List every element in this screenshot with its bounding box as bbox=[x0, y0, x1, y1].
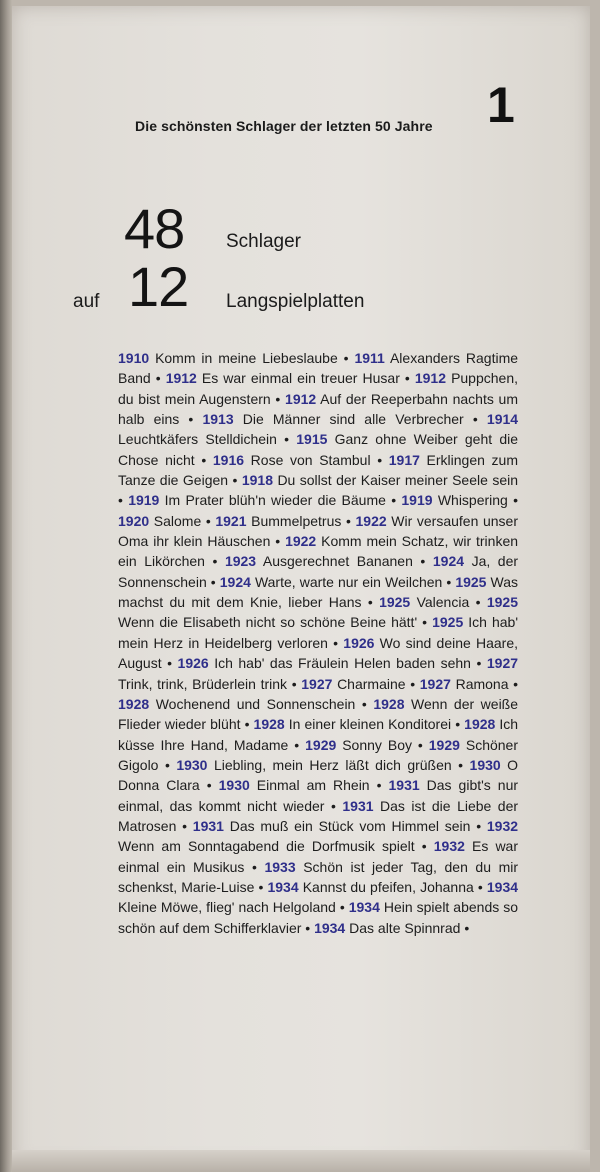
song-entry bbox=[220, 574, 456, 590]
song-title: Ja, der Sonnenschein bbox=[118, 553, 519, 590]
song-year: 1910 bbox=[118, 350, 150, 366]
song-title: Salome bbox=[153, 512, 202, 529]
song-year: 1934 bbox=[267, 878, 299, 895]
song-entry bbox=[178, 655, 487, 671]
song-year: 1930 bbox=[176, 756, 208, 773]
bullet-separator: • bbox=[291, 675, 297, 692]
song-year: 1926 bbox=[177, 655, 209, 672]
song-year: 1934 bbox=[486, 878, 519, 895]
song-title: Hein spielt abends so schön auf dem Schifferklavier bbox=[118, 899, 518, 936]
bullet-separator: • bbox=[446, 573, 452, 590]
song-title: Sonny Boy bbox=[342, 736, 412, 753]
song-year: 1913 bbox=[202, 411, 234, 428]
bullet-separator: • bbox=[118, 492, 123, 509]
song-year: 1927 bbox=[419, 675, 451, 692]
bullet-separator: • bbox=[232, 472, 238, 489]
song-entry bbox=[118, 696, 373, 712]
song-title: Wenn der weiße Flieder wieder blüht bbox=[118, 695, 519, 733]
song-title: Rose von Stambul bbox=[250, 451, 371, 468]
song-year: 1926 bbox=[343, 634, 375, 651]
bullet-separator: • bbox=[330, 797, 336, 814]
song-entry bbox=[219, 777, 389, 793]
song-year: 1916 bbox=[212, 451, 245, 468]
song-year: 1912 bbox=[414, 370, 447, 387]
song-title: Kannst du pfeifen, Johanna bbox=[302, 878, 474, 895]
song-entry bbox=[213, 452, 389, 468]
song-title: Im Prater blüh'n wieder die Bäume bbox=[164, 492, 386, 509]
bullet-separator: • bbox=[477, 878, 483, 895]
song-title: Komm in meine Liebeslaube bbox=[155, 350, 338, 366]
bullet-separator: • bbox=[210, 573, 216, 590]
song-entry bbox=[401, 492, 518, 508]
song-title: Einmal am Rhein bbox=[256, 777, 370, 794]
song-year: 1928 bbox=[464, 716, 496, 733]
song-title: Kleine Möwe, flieg' nach Helgoland bbox=[118, 899, 336, 916]
song-year: 1924 bbox=[219, 573, 251, 590]
bullet-separator: • bbox=[513, 675, 519, 692]
song-title: Was machst du mit dem Knie, lieber Hans bbox=[118, 573, 519, 611]
song-title: Wenn die Elisabeth nicht so schöne Beine hätt' bbox=[118, 614, 418, 631]
sleeve-bottom-edge bbox=[12, 1150, 590, 1172]
bullet-separator: • bbox=[422, 614, 428, 631]
bullet-separator: • bbox=[333, 634, 339, 651]
song-title: O Donna Clara bbox=[118, 756, 519, 794]
bullet-separator: • bbox=[155, 370, 161, 387]
song-year: 1914 bbox=[486, 411, 519, 428]
song-year: 1931 bbox=[192, 817, 224, 834]
bullet-separator: • bbox=[284, 431, 290, 448]
bullet-separator: • bbox=[275, 390, 281, 407]
song-title: Wenn am Sonntagabend die Dorfmusik spielt bbox=[118, 838, 415, 855]
song-title: Ganz ohne Weiber geht die Chose nicht bbox=[118, 431, 519, 468]
bullet-separator: • bbox=[361, 695, 367, 712]
song-title: Leuchtkäfers Stelldichein bbox=[118, 431, 277, 448]
song-entry bbox=[202, 411, 486, 427]
song-year: 1930 bbox=[469, 756, 501, 773]
bullet-separator: • bbox=[455, 716, 461, 733]
song-title: Ich hab' mein Herz in Heidelberg verloren bbox=[118, 614, 519, 651]
song-year: 1915 bbox=[296, 431, 328, 448]
song-entry bbox=[254, 716, 465, 732]
song-list bbox=[118, 348, 518, 938]
song-year: 1921 bbox=[215, 512, 247, 529]
bullet-separator: • bbox=[244, 716, 250, 733]
song-year: 1931 bbox=[342, 797, 374, 814]
bullet-separator: • bbox=[188, 411, 194, 428]
song-title: Warte, warte nur ein Weilchen bbox=[254, 573, 443, 590]
song-year: 1930 bbox=[218, 777, 250, 794]
song-title: Es war einmal ein Musikus bbox=[118, 838, 518, 875]
song-title: Ich küsse Ihre Hand, Madame bbox=[118, 716, 519, 753]
song-count: 48 bbox=[124, 197, 185, 260]
song-year: 1929 bbox=[428, 736, 460, 753]
song-year: 1922 bbox=[285, 533, 317, 550]
song-year: 1912 bbox=[285, 390, 317, 407]
song-year: 1931 bbox=[388, 777, 420, 794]
song-title: Ausgerechnet Bananen bbox=[262, 553, 413, 570]
song-entry bbox=[166, 370, 415, 386]
song-title: Alexanders Ragtime Band bbox=[118, 350, 519, 387]
bullet-separator: • bbox=[182, 817, 188, 834]
song-title: Auf der Reeperbahn nachts um halb eins bbox=[118, 390, 518, 428]
song-year: 1934 bbox=[348, 899, 380, 916]
bullet-separator: • bbox=[420, 553, 426, 570]
song-title: Puppchen, du bist mein Augenstern bbox=[118, 370, 519, 407]
bullet-separator: • bbox=[167, 655, 173, 672]
bullet-separator: • bbox=[201, 451, 207, 468]
bullet-separator: • bbox=[251, 858, 257, 875]
song-entry bbox=[176, 757, 469, 773]
song-year: 1920 bbox=[118, 512, 150, 529]
song-title: Komm mein Schatz, wir trinken ein Likörchen bbox=[118, 533, 519, 570]
bullet-separator: • bbox=[458, 756, 464, 773]
song-year: 1924 bbox=[432, 553, 465, 570]
song-title: Wir versaufen unser Oma ihr klein Häuschen bbox=[118, 512, 518, 550]
bullet-separator: • bbox=[206, 777, 212, 794]
song-year: 1928 bbox=[118, 695, 150, 712]
bullet-separator: • bbox=[258, 878, 264, 895]
song-title: Es war einmal ein treuer Husar bbox=[201, 370, 400, 387]
song-year: 1912 bbox=[165, 370, 197, 387]
record-count: 12 bbox=[128, 255, 189, 318]
song-year: 1919 bbox=[128, 492, 160, 509]
song-entry bbox=[118, 350, 354, 366]
song-title: Das muß ein Stück vom Himmel sein bbox=[229, 817, 471, 834]
sleeve-spine-edge bbox=[0, 0, 12, 1172]
song-title: Das ist die Liebe der Matrosen bbox=[118, 797, 519, 834]
song-title: Erklingen zum Tanze die Geigen bbox=[118, 451, 518, 489]
song-title: Whispering bbox=[437, 492, 508, 509]
song-entry bbox=[128, 492, 401, 508]
bullet-separator: • bbox=[475, 594, 481, 611]
song-title: Das gibt's nur einmal, das kommt nicht wieder bbox=[118, 777, 519, 814]
song-title: Schön ist jeder Tag, den du mir schenkst, Marie-Luise bbox=[118, 858, 519, 895]
song-year: 1923 bbox=[224, 553, 257, 570]
bullet-separator: • bbox=[472, 411, 478, 428]
bullet-separator: • bbox=[339, 899, 345, 916]
bullet-separator: • bbox=[305, 919, 311, 936]
song-title: Die Männer sind alle Verbrecher bbox=[242, 411, 464, 428]
volume-number: 1 bbox=[487, 77, 515, 133]
song-year: 1917 bbox=[388, 451, 420, 468]
bullet-separator: • bbox=[367, 594, 373, 611]
bullet-separator: • bbox=[417, 736, 423, 753]
bullet-separator: • bbox=[164, 756, 170, 773]
song-year: 1918 bbox=[241, 472, 273, 489]
bullet-separator: • bbox=[464, 919, 470, 936]
song-title: Das alte Spinnrad bbox=[349, 919, 461, 936]
series-title: Die schönsten Schlager der letzten 50 Jahre bbox=[135, 118, 433, 134]
song-entry bbox=[301, 676, 420, 692]
song-year: 1929 bbox=[305, 736, 337, 753]
song-title: Liebling, mein Herz läßt dich grüßen bbox=[213, 756, 452, 773]
bullet-separator: • bbox=[410, 675, 416, 692]
song-entry bbox=[215, 513, 355, 529]
song-title: Ich hab' das Fräulein Helen baden sehn bbox=[214, 655, 471, 672]
song-year: 1925 bbox=[379, 594, 411, 611]
song-entry bbox=[379, 594, 487, 610]
song-entry bbox=[420, 676, 518, 692]
records-label: Langspielplatten bbox=[226, 291, 365, 312]
song-year: 1919 bbox=[401, 492, 433, 509]
song-title: Trink, trink, Brüderlein trink bbox=[118, 675, 288, 692]
song-entry bbox=[305, 737, 429, 753]
bullet-separator: • bbox=[376, 777, 382, 794]
song-entry bbox=[314, 920, 469, 936]
bullet-separator: • bbox=[205, 512, 211, 529]
bullet-separator: • bbox=[294, 736, 300, 753]
song-year: 1911 bbox=[354, 350, 385, 366]
song-title: Bummelpetrus bbox=[251, 512, 342, 529]
bullet-separator: • bbox=[377, 451, 383, 468]
song-year: 1922 bbox=[355, 512, 387, 529]
song-title: Valencia bbox=[416, 594, 470, 611]
bullet-separator: • bbox=[275, 533, 281, 550]
song-title: Du sollst der Kaiser meiner Seele sein bbox=[277, 472, 519, 489]
bullet-separator: • bbox=[212, 553, 218, 570]
song-title: In einer kleinen Konditorei bbox=[288, 716, 452, 733]
song-year: 1927 bbox=[486, 655, 519, 672]
song-title: Charmaine bbox=[337, 675, 406, 692]
bullet-separator: • bbox=[421, 838, 427, 855]
bullet-separator: • bbox=[346, 512, 351, 529]
song-year: 1928 bbox=[253, 716, 285, 733]
song-year: 1932 bbox=[486, 817, 519, 834]
bullet-separator: • bbox=[476, 817, 482, 834]
song-year: 1932 bbox=[433, 838, 465, 855]
song-title: Schöner Gigolo bbox=[118, 736, 519, 773]
song-year: 1934 bbox=[314, 919, 346, 936]
song-year: 1925 bbox=[455, 573, 487, 590]
song-year: 1927 bbox=[301, 675, 333, 692]
song-year: 1925 bbox=[432, 614, 464, 631]
song-year: 1933 bbox=[264, 858, 296, 875]
song-year: 1925 bbox=[486, 594, 518, 611]
songs-label: Schlager bbox=[226, 231, 301, 252]
song-title: Ramona bbox=[455, 675, 509, 692]
song-year: 1928 bbox=[373, 695, 405, 712]
bullet-separator: • bbox=[404, 370, 410, 387]
song-entry bbox=[118, 513, 215, 529]
bullet-separator: • bbox=[513, 492, 519, 509]
song-entry bbox=[267, 879, 486, 895]
song-entry bbox=[193, 818, 487, 834]
song-entry bbox=[225, 553, 433, 569]
headline-prefix: auf bbox=[73, 291, 100, 312]
song-title: Wo sind deine Haare, August bbox=[118, 634, 519, 672]
bullet-separator: • bbox=[391, 492, 397, 509]
bullet-separator: • bbox=[476, 655, 482, 672]
bullet-separator: • bbox=[343, 350, 349, 366]
song-title: Wochenend und Sonnenschein bbox=[155, 695, 356, 712]
